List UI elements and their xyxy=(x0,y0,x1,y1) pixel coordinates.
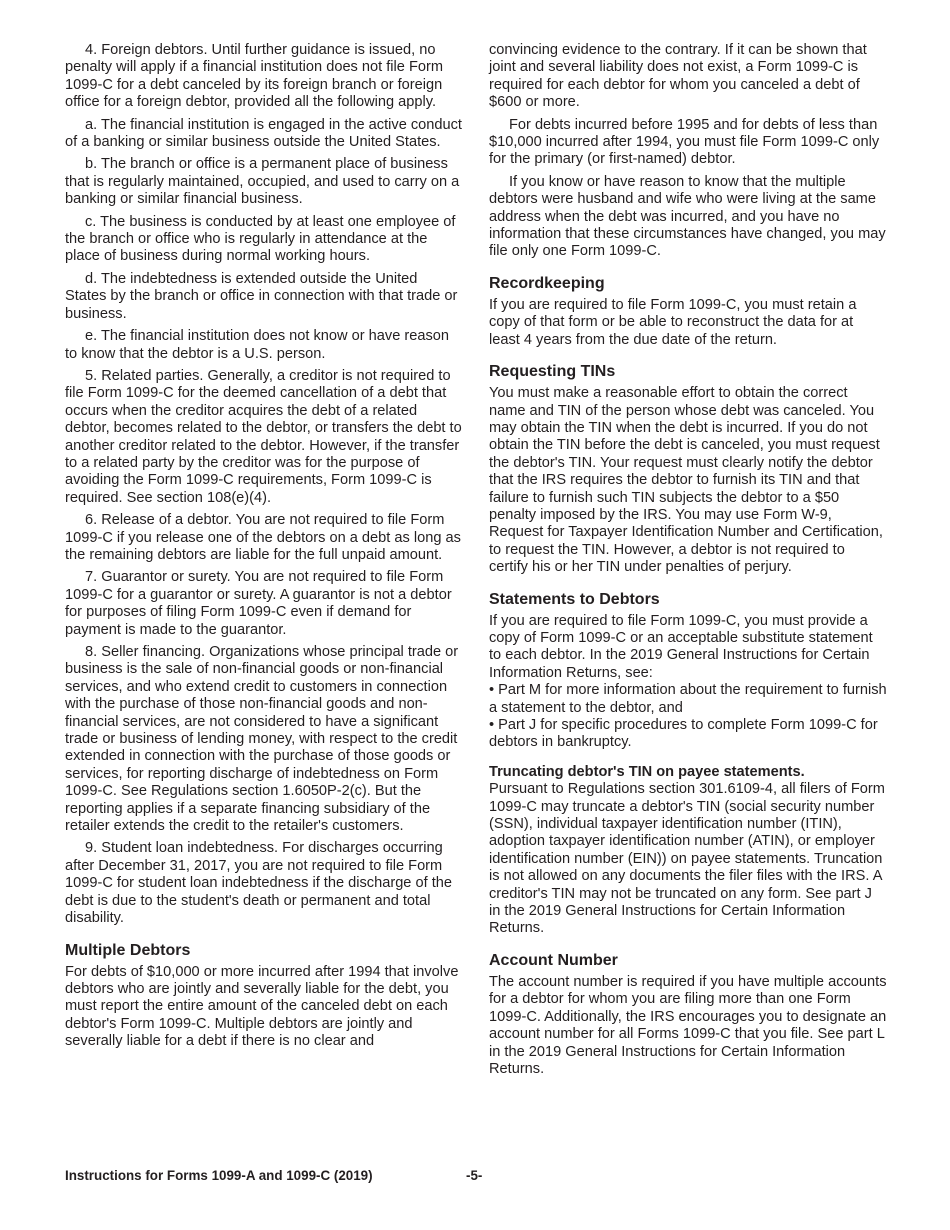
left-column xyxy=(65,42,462,1056)
para-statements: If you are required to file Form 1099-C, you must provide a copy of Form 1099-C or an acceptable substitute statement to each debtor. In the 2019 General Instructions for Certain Information Returns, see: xyxy=(489,612,873,681)
para-husband-wife: If you know or have reason to know that the multiple debtors were husband and wife who were living at the same address when the debt was incurred, and you have no information that these circumstances have changed, you may file only one Form 1099-C. xyxy=(489,173,886,260)
heading-recordkeeping: Recordkeeping xyxy=(489,274,605,292)
bullet-icon: • xyxy=(489,717,495,733)
bullet-icon: • xyxy=(489,682,495,699)
para-release-debtor: 6. Release of a debtor. You are not required to file Form 1099-C if you release one of the debtors on a debt as long as the remaining debtors are liable for the full unpaid amount. xyxy=(65,512,461,563)
para-continuation: convincing evidence to the contrary. If it can be shown that joint and several liability does not exist, a Form 1099-C is required for each debtor for whom you canceled a debt of $600 or more. xyxy=(489,42,867,111)
heading-statements-to-debtors: Statements to Debtors xyxy=(489,590,660,608)
bullet-item-part-j xyxy=(489,717,887,752)
bullet-text: Part M for more information about the requirement to furnish a statement to the debtor, and xyxy=(489,682,887,716)
para-foreign-e: e. The financial institution does not know or have reason to know that the debtor is a U.S. person. xyxy=(65,328,449,362)
para-seller-financing: 8. Seller financing. Organizations whose principal trade or business is the sale of non-financial goods or non-financial services, and who extend credit to customers in connection with the purchase of those non-financial goods and non-financial services, are not considered to have a significant trade or business of lending money, with respect to the credit extended in connection with the purchase of those goods or services, for reporting discharge of indebtedness on Form 1099-C. See Regulations section 1.6050P-2(c). But the reporting applies if a separate financing subsidiary of the retailer extends the credit to the retailer's customers. xyxy=(65,644,459,835)
para-multiple-debtors: For debts of $10,000 or more incurred after 1994 that involve debtors who are jointly and severally liable for the debt, you must report the entire amount of the canceled debt on each debtor's Form 1099-C. Multiple debtors are jointly and severally liable for a debt if there is no clear and xyxy=(65,963,459,1050)
heading-truncating-tin: Truncating debtor's TIN on payee statements. xyxy=(489,763,805,780)
heading-account-number: Account Number xyxy=(489,951,618,969)
para-foreign-d: d. The indebtedness is extended outside the United States by the branch or office in connection with that trade or business. xyxy=(65,270,458,322)
para-foreign-c: c. The business is conducted by at least one employee of the branch or office who is regularly in attendance at the place of business during normal working hours. xyxy=(65,213,456,265)
para-account-number: The account number is required if you have multiple accounts for a debtor for whom you are filing more than one Form 1099-C. Additionally, the IRS encourages you to designate an account number for all Forms 1099-C that you file. See part L in the 2019 General Instructions for Certain Information Returns. xyxy=(489,973,887,1077)
para-related-parties: 5. Related parties. Generally, a creditor is not required to file Form 1099-C for the deemed cancellation of a debt that occurs when the creditor acquires the debt of a related debtor, becomes related to the debtor, or transfers the debt to another creditor related to the debtor. However, if the transfer to a related party by the creditor was for the purpose of avoiding the Form 1099-C requirements, Form 1099-C is required. See section 108(e)(4). xyxy=(65,367,462,506)
bullet-text: Part J for specific procedures to complete Form 1099-C for debtors in bankruptcy. xyxy=(489,717,878,751)
footer-title: Instructions for Forms 1099-A and 1099-C (2019) xyxy=(65,1168,373,1183)
heading-multiple-debtors: Multiple Debtors xyxy=(65,941,191,959)
para-requesting-tins: You must make a reasonable effort to obtain the correct name and TIN of the person whose debt was canceled. You may obtain the TIN when the debt is incurred. If you do not obtain the TIN before the debt is canceled, you must request the debtor's TIN. Your request must clearly notify the debtor that the IRS requires the debtor to furnish its TIN and that failure to furnish such TIN subjects the debtor to a $50 penalty imposed by the IRS. You may use Form W-9, Request for Taxpayer Identification Number and Certification, to request the TIN. However, a debtor is not required to certify his or her TIN under penalties of perjury. xyxy=(489,385,883,576)
page-number: -5- xyxy=(466,1168,483,1183)
para-truncating-tin: Pursuant to Regulations section 301.6109-4, all filers of Form 1099-C may truncate a debtor's TIN (social security number (SSN), individual taxpayer identification number (ITIN), adoption taxpayer identification number (ATIN), or employer identification number (EIN)) on payee statements. Truncation is not allowed on any documents the filer files with the IRS. A creditor's TIN may not be truncated on any form. See part J in the 2019 General Instructions for Certain Information Returns. xyxy=(489,781,885,937)
heading-requesting-tins: Requesting TINs xyxy=(489,363,616,381)
para-student-loan: 9. Student loan indebtedness. For discharges occurring after December 31, 2017, you are not required to file Form 1099-C for student loan indebtedness if the discharge of the debt is due to the student's death or permanent and total disability. xyxy=(65,840,452,927)
para-foreign-b: b. The branch or office is a permanent place of business that is regularly maintained, occupied, and used to carry on a banking or similar financial business. xyxy=(65,156,460,208)
para-foreign-debtors: 4. Foreign debtors. Until further guidance is issued, no penalty will apply if a financial institution does not file Form 1099-C for a debt canceled by its foreign branch or foreign office for a foreign debtor, provided all the following apply. xyxy=(65,42,444,111)
para-before-1995: For debts incurred before 1995 and for debts of less than $10,000 incurred after 1994, you must file Form 1099-C only for the primary (or first-named) debtor. xyxy=(489,116,880,168)
right-column xyxy=(489,42,887,1083)
para-guarantor: 7. Guarantor or surety. You are not required to file Form 1099-C for a guarantor or surety. A guarantor is not a debtor for purposes of filing Form 1099-C even if demand for payment is made to the guarantor. xyxy=(65,569,452,638)
bullet-item-part-m xyxy=(489,682,887,717)
para-recordkeeping: If you are required to file Form 1099-C, you must retain a copy of that form or be able to reconstruct the data for at least 4 years from the due date of the return. xyxy=(489,296,857,348)
para-foreign-a: a. The financial institution is engaged in the active conduct of a banking or similar business outside the United States. xyxy=(65,116,462,151)
